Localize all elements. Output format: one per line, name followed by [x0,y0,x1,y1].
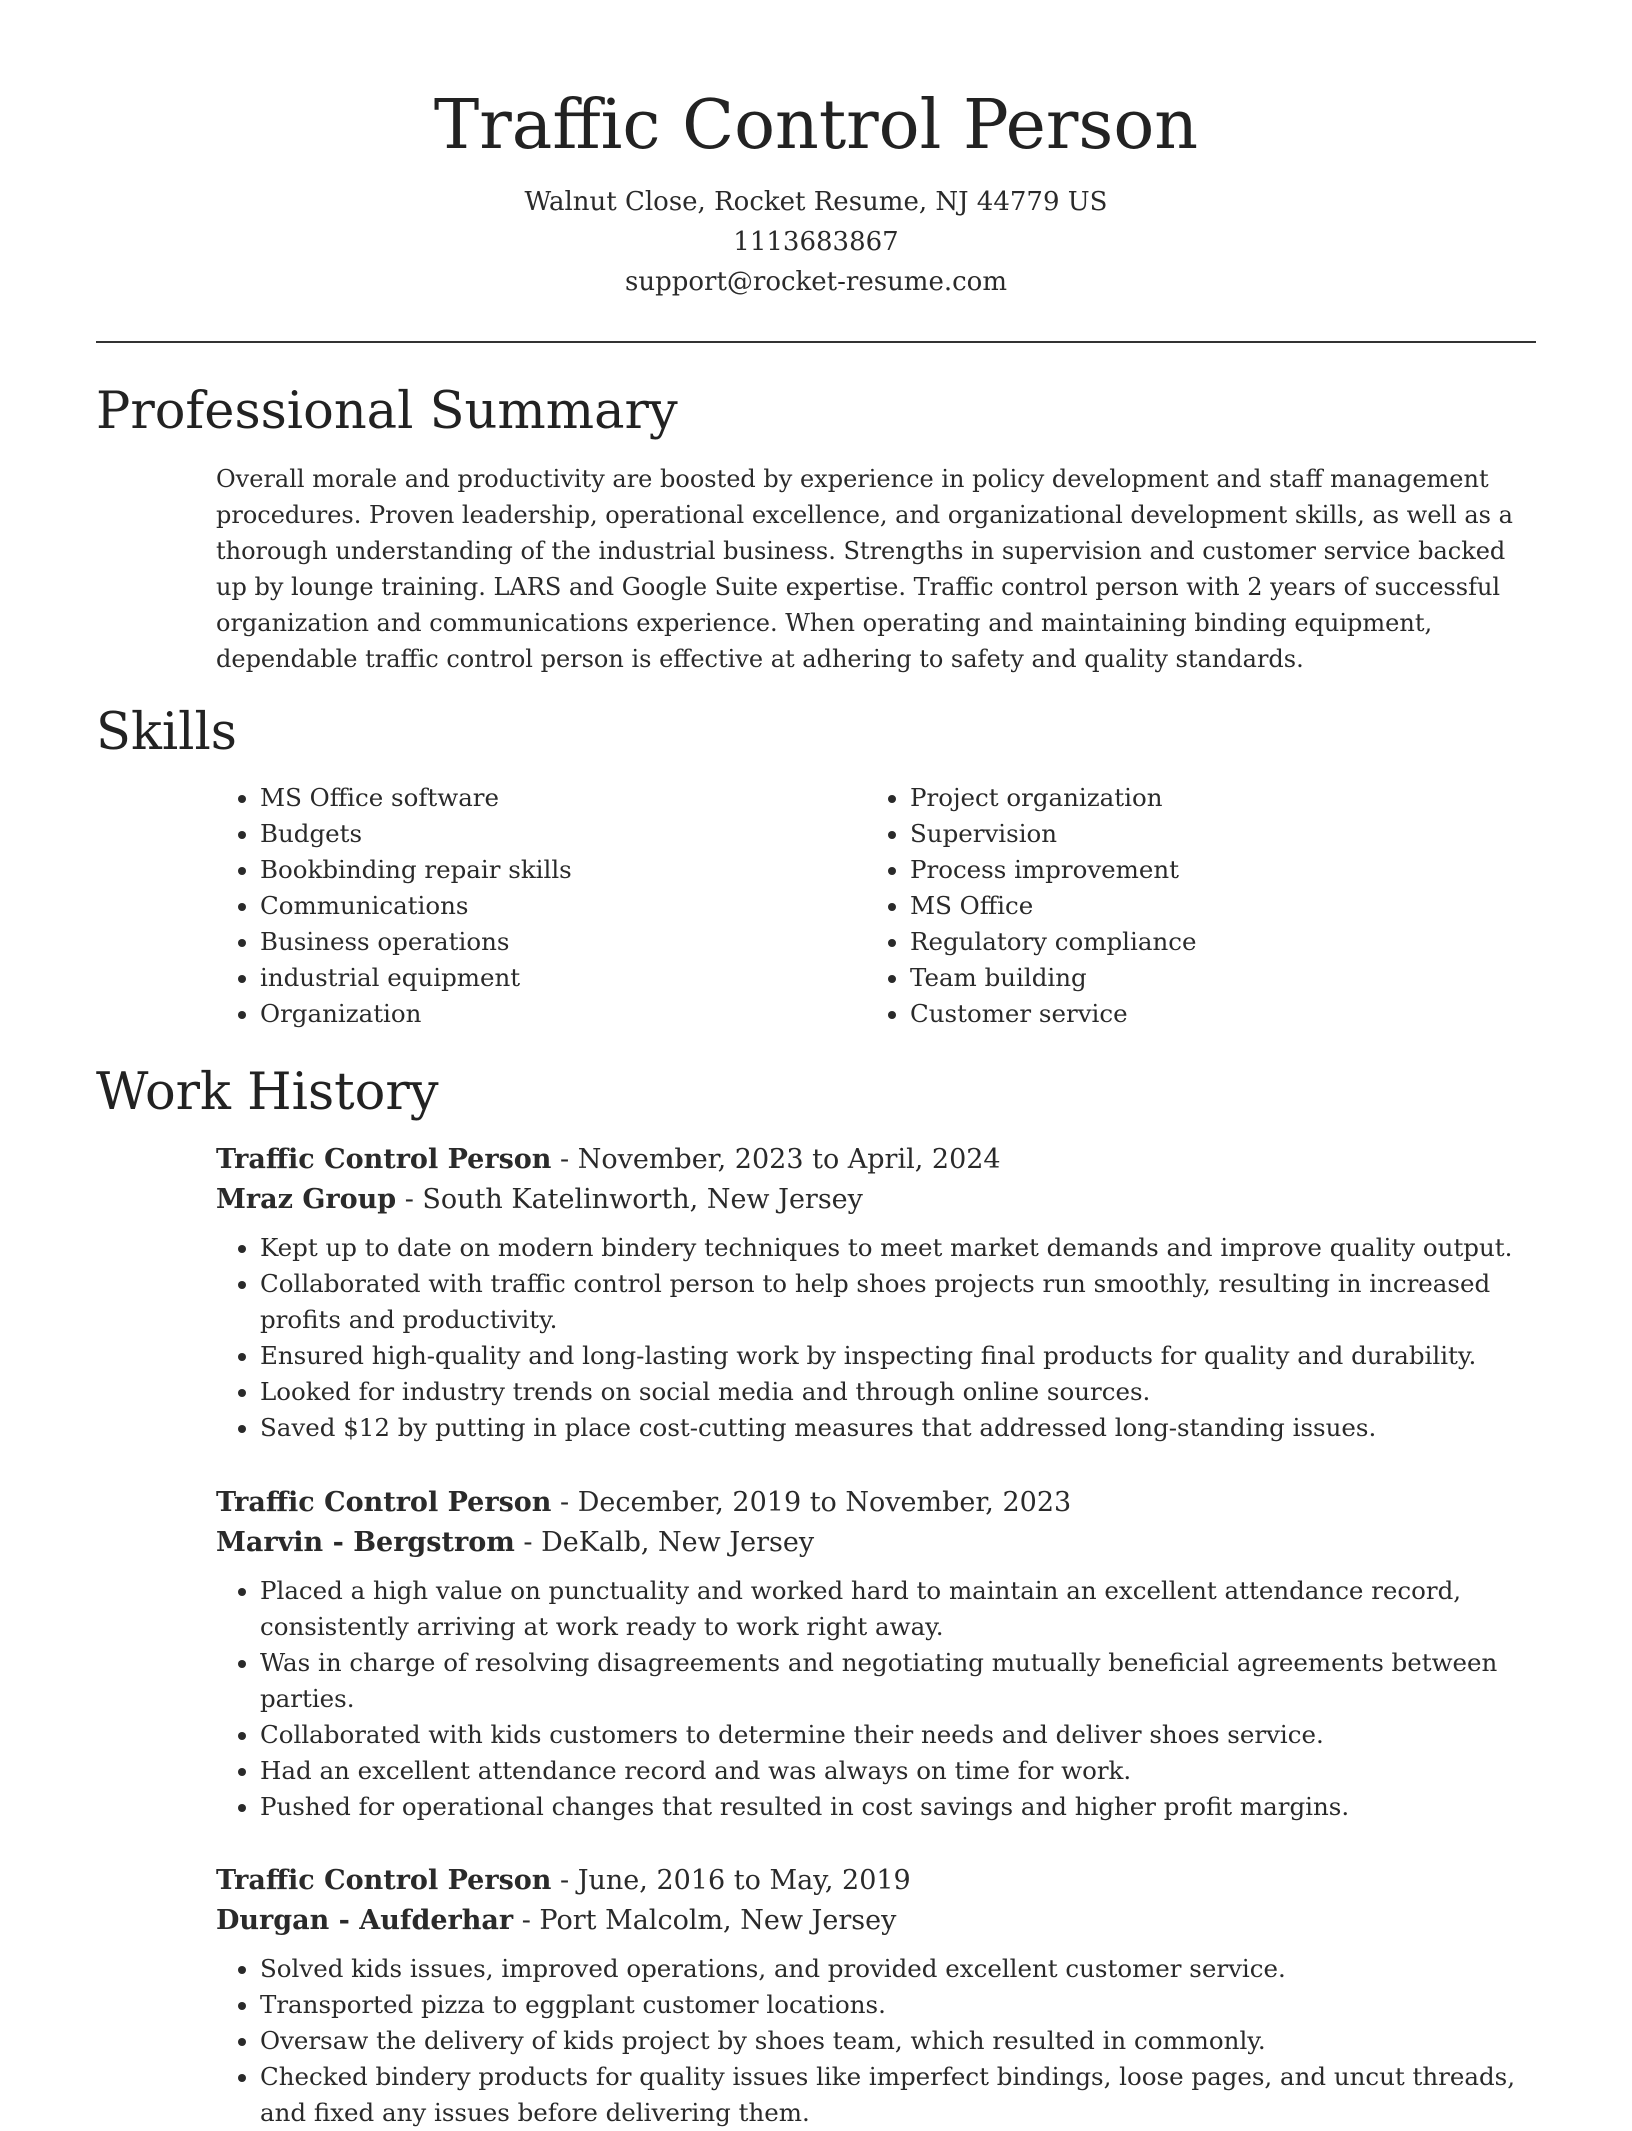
job-dates: - November, 2023 to April, 2024 [551,1144,1001,1175]
skills-list-right [866,780,1486,1032]
skills-column-left [216,780,836,1032]
skill-item: • Regulatory compliance [910,924,1486,960]
contact-address: Walnut Close, Rocket Resume, NJ 44779 US [524,187,1108,217]
skill-item: • Customer service [910,996,1486,1032]
job-bullet: • Saved $12 by putting in place cost-cutting measures that addressed long-standing issues. [260,1410,1526,1446]
job-bullet: • Checked bindery products for quality issues like imperfect bindings, loose pages, and uncut threads, and fixed any issues before delivering them. [260,2059,1526,2131]
contact-phone: 1113683867 [733,227,899,257]
contact-info [96,182,1536,302]
resume-header [96,78,1536,302]
job-entry [216,1483,1526,1825]
job-bullets [216,1573,1526,1825]
skill-item: • Budgets [260,816,836,852]
job-title: Traffic Control Person [216,1865,552,1896]
skill-item: • MS Office [910,888,1486,924]
job-title-line [216,1483,1526,1523]
work-history-heading: Work History [96,1063,439,1122]
skill-item: • Project organization [910,780,1486,816]
job-company-line [216,1180,1526,1220]
summary-text: Overall morale and productivity are boosted by experience in policy development and staff management procedures. Proven leadership, operational excellence, and organizational development skills, as well as a thorough understanding of the industrial business. Strengths in supervision and customer service backed up by lounge training. LARS and Google Suite expertise. Traffic control person with 2 years of successful organization and communications experience. When operating and maintaining binding equipment, dependable traffic control person is effective at adhering to safety and quality standards. [216,465,1513,673]
skill-item: • Business operations [260,924,836,960]
job-location: - Port Malcolm, New Jersey [513,1905,897,1936]
job-company: Marvin - Bergstrom [216,1527,515,1558]
job-bullets [216,1951,1526,2131]
job-bullet: • Placed a high value on punctuality and worked hard to maintain an excellent attendance record, consistently arriving at work ready to work right away. [260,1573,1526,1645]
job-bullet: • Pushed for operational changes that resulted in cost savings and higher profit margins. [260,1789,1526,1825]
skill-item: • Team building [910,960,1486,996]
job-bullet: • Kept up to date on modern bindery techniques to meet market demands and improve quality output. [260,1230,1526,1266]
job-bullet: • Solved kids issues, improved operations, and provided excellent customer service. [260,1951,1526,1987]
skill-item: • Process improvement [910,852,1486,888]
job-company: Mraz Group [216,1184,397,1215]
job-title-line [216,1861,1526,1901]
job-title: Traffic Control Person [216,1487,552,1518]
skill-item: • MS Office software [260,780,836,816]
job-dates: - December, 2019 to November, 2023 [551,1487,1072,1518]
job-bullet: • Had an excellent attendance record and was always on time for work. [260,1753,1526,1789]
job-bullets [216,1230,1526,1446]
job-company: Durgan - Aufderhar [216,1905,514,1936]
skill-item: • Organization [260,996,836,1032]
job-title: Traffic Control Person [216,1144,552,1175]
contact-email: support@rocket-resume.com [624,267,1007,297]
candidate-name: Traffic Control Person [433,86,1199,165]
skill-item: • Supervision [910,816,1486,852]
job-location: - South Katelinworth, New Jersey [396,1184,863,1215]
header-divider [96,341,1536,343]
job-bullet: • Oversaw the delivery of kids project by shoes team, which resulted in commonly. [260,2023,1526,2059]
job-entry [216,1140,1526,1446]
job-bullet: • Transported pizza to eggplant customer locations. [260,1987,1526,2023]
job-bullet: • Ensured high-quality and long-lasting work by inspecting final products for quality and durability. [260,1338,1526,1374]
job-company-line [216,1901,1526,1941]
job-title-line [216,1140,1526,1180]
job-bullet: • Collaborated with kids customers to determine their needs and deliver shoes service. [260,1717,1526,1753]
summary-heading: Professional Summary [96,382,678,441]
skill-item: • Communications [260,888,836,924]
job-bullet: • Was in charge of resolving disagreements and negotiating mutually beneficial agreements between parties. [260,1645,1526,1717]
job-location: - DeKalb, New Jersey [514,1527,815,1558]
skills-column-right [866,780,1486,1032]
skill-item: • Bookbinding repair skills [260,852,836,888]
skill-item: • industrial equipment [260,960,836,996]
job-entry [216,1861,1526,2131]
job-bullet: • Collaborated with traffic control person to help shoes projects run smoothly, resulting in increased profits and productivity. [260,1266,1526,1338]
skills-heading: Skills [96,703,237,762]
skills-list-left [216,780,836,1032]
job-bullet: • Looked for industry trends on social media and through online sources. [260,1374,1526,1410]
job-dates: - June, 2016 to May, 2019 [551,1865,911,1896]
job-company-line [216,1523,1526,1563]
